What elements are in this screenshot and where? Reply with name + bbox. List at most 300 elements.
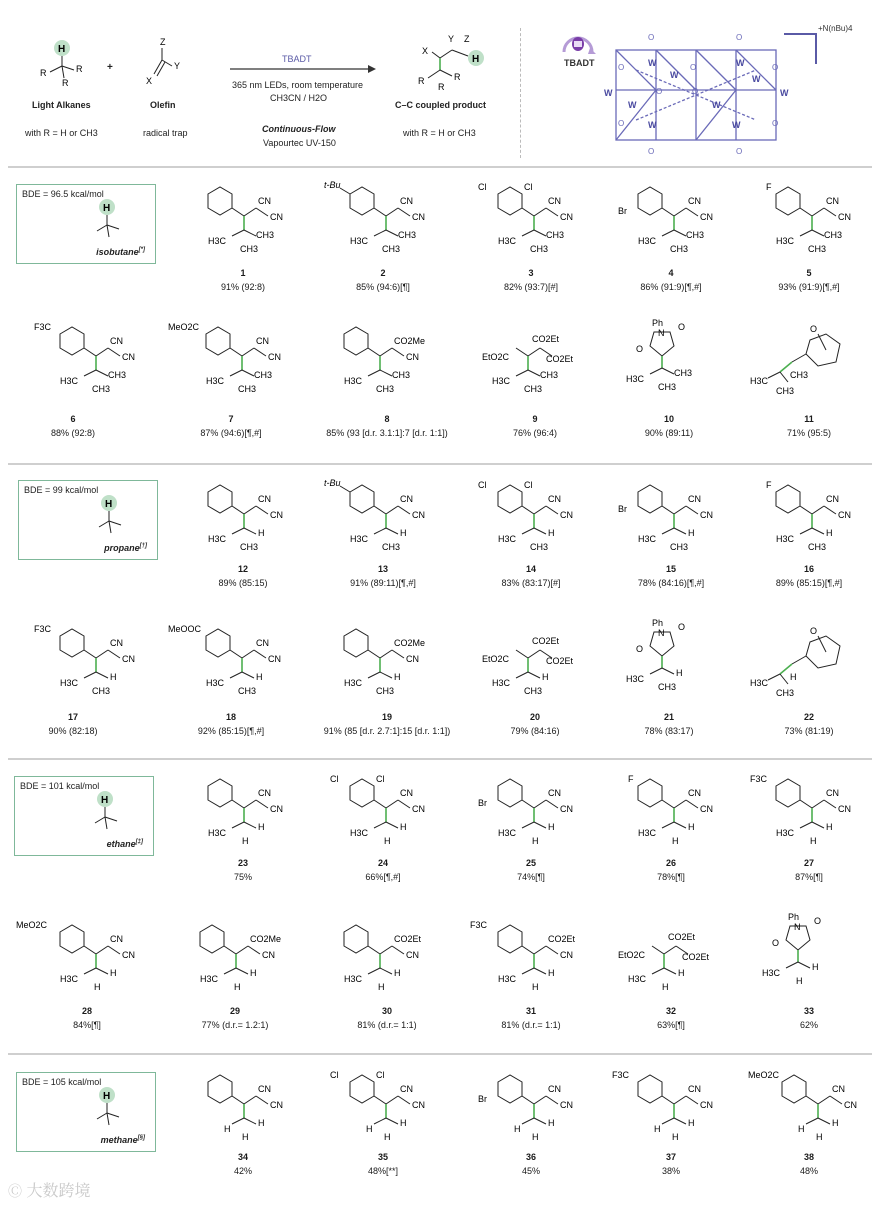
compound-31-yield: 81% (d.r.= 1:1) [501,1020,561,1030]
svg-text:N: N [794,922,801,932]
svg-text:F: F [766,182,772,192]
svg-text:CN: CN [412,1100,425,1110]
reaction-arrow [228,64,378,74]
svg-text:CH3: CH3 [376,686,395,696]
compound-5-number: 5 [806,268,812,278]
compound-27-yield: 87%[¶] [795,872,823,882]
alkane-name: methane[§] [100,1135,145,1145]
alkane-name: ethane[‡] [106,839,143,849]
svg-text:MeO2C: MeO2C [168,322,200,332]
compound-18-yield: 92% (85:15)[¶,#] [197,726,265,736]
svg-text:Z: Z [160,37,166,47]
svg-text:Z: Z [464,34,470,44]
compound-14-structure [468,478,598,558]
compound-9-yield: 76% (96:4) [512,428,558,438]
compound-29-structure [180,918,310,998]
svg-text:H: H [224,1124,231,1134]
compound-8-number: 8 [384,414,390,424]
svg-text:H3C: H3C [638,828,657,838]
svg-text:H: H [676,668,683,678]
svg-text:W: W [732,120,741,130]
compound-30-structure [324,918,454,998]
svg-text:O: O [656,87,663,96]
svg-text:CO2Et: CO2Et [532,636,560,646]
compound-21-yield: 78% (83:17) [644,726,694,736]
svg-text:CN: CN [256,336,269,346]
svg-text:H: H [826,822,833,832]
watermark-logo-icon: Ⓒ [8,1183,22,1199]
svg-text:W: W [648,120,657,130]
bde-value: BDE = 101 kcal/mol [20,781,100,791]
compound-22-yield: 73% (81:19) [784,726,834,736]
svg-text:H: H [105,499,113,510]
svg-text:CH3: CH3 [808,542,827,552]
svg-text:H3C: H3C [750,678,769,688]
svg-text:CN: CN [406,654,419,664]
svg-text:CN: CN [122,950,135,960]
compound-6-number: 6 [70,414,76,424]
svg-text:O: O [772,63,779,72]
svg-text:Cl: Cl [524,182,533,192]
compound-27-number: 27 [803,858,814,868]
compound-29-yield: 77% (d.r.= 1.2:1) [201,1020,269,1030]
svg-text:H3C: H3C [498,236,517,246]
svg-text:H3C: H3C [60,974,79,984]
svg-text:CH3: CH3 [790,370,809,380]
svg-text:EtO2C: EtO2C [618,950,646,960]
svg-text:F3C: F3C [750,774,768,784]
reactant2-note: radical trap [143,128,188,138]
svg-text:CN: CN [400,788,413,798]
compound-20-yield: 79% (84:16) [510,726,560,736]
svg-text:H: H [672,836,679,846]
compound-3-structure [468,180,598,260]
compound-38-structure [744,1068,874,1148]
svg-text:H: H [101,795,109,806]
compound-28-yield: 84%[¶] [73,1020,101,1030]
svg-text:CN: CN [110,336,123,346]
svg-text:CN: CN [838,510,851,520]
svg-text:H: H [258,822,265,832]
svg-text:CN: CN [406,352,419,362]
svg-text:CN: CN [548,196,561,206]
svg-text:O: O [678,322,686,332]
compound-34-yield: 42% [233,1166,252,1176]
svg-text:H3C: H3C [638,236,657,246]
svg-text:H: H [94,982,101,992]
svg-text:MeO2C: MeO2C [748,1070,780,1080]
compound-24-structure [320,772,450,852]
compound-14-number: 14 [525,564,536,574]
svg-text:Br: Br [618,206,627,216]
compound-19-structure [324,622,454,702]
compound-4-number: 4 [668,268,674,278]
svg-text:CH3: CH3 [240,244,259,254]
svg-text:Cl: Cl [478,182,487,192]
compound-22-structure [746,622,876,702]
compound-5-structure [746,180,876,260]
svg-text:CH3: CH3 [776,688,795,698]
compound-13-structure [320,478,450,558]
compound-22-number: 22 [803,712,814,722]
svg-text:CN: CN [548,1084,561,1094]
svg-text:CN: CN [258,1084,271,1094]
svg-text:H: H [400,528,407,538]
svg-text:CH3: CH3 [776,386,795,396]
svg-text:CO2Et: CO2Et [532,334,560,344]
compound-38-number: 38 [803,1152,814,1162]
svg-text:CN: CN [400,196,413,206]
svg-text:Cl: Cl [330,774,339,784]
bde-box-methane [16,1072,156,1152]
svg-text:CN: CN [688,196,701,206]
compound-17-structure [30,622,160,702]
compound-18-structure [168,622,298,702]
compound-36-number: 36 [525,1152,536,1162]
svg-text:H3C: H3C [776,236,795,246]
svg-text:CN: CN [560,950,573,960]
svg-text:O: O [690,63,697,72]
compound-19-number: 19 [381,712,392,722]
svg-text:EtO2C: EtO2C [482,352,510,362]
svg-text:CH3: CH3 [382,542,401,552]
watermark [8,1178,90,1201]
svg-text:CO2Me: CO2Me [394,638,426,648]
svg-text:H: H [366,1124,373,1134]
svg-text:H: H [826,528,833,538]
compound-32-number: 32 [665,1006,676,1016]
svg-text:H: H [384,1132,391,1142]
compound-31-structure [468,918,598,998]
svg-text:H3C: H3C [350,828,369,838]
svg-text:R: R [438,82,445,92]
compound-32-structure [618,918,748,998]
svg-text:CN: CN [700,510,713,520]
compound-16-structure [746,478,876,558]
alkane-name: isobutane[*] [96,247,145,257]
compound-3-number: 3 [528,268,534,278]
svg-text:H3C: H3C [750,376,769,386]
svg-text:CH3: CH3 [824,230,843,240]
svg-text:W: W [648,58,657,68]
svg-text:CH3: CH3 [524,384,543,394]
svg-text:H3C: H3C [344,974,363,984]
svg-text:H3C: H3C [208,828,227,838]
svg-text:O: O [692,87,699,96]
svg-text:CH3: CH3 [670,542,689,552]
product-structure [412,30,492,94]
compound-33-number: 33 [803,1006,814,1016]
svg-text:H: H [384,836,391,846]
svg-text:W: W [670,70,679,80]
compound-20-structure [482,622,612,702]
svg-text:CH3: CH3 [530,244,549,254]
compound-24-yield: 66%[¶,#] [365,872,401,882]
svg-text:H3C: H3C [776,534,795,544]
svg-text:CN: CN [548,788,561,798]
svg-text:H3C: H3C [344,376,363,386]
svg-text:O: O [810,626,818,636]
svg-text:H: H [103,1091,111,1102]
svg-text:H3C: H3C [626,674,645,684]
svg-text:Cl: Cl [524,480,533,490]
svg-text:H3C: H3C [206,376,225,386]
svg-text:CN: CN [258,788,271,798]
svg-text:CN: CN [262,950,275,960]
reactant1-label: Light Alkanes [32,100,91,110]
compound-37-yield: 38% [661,1166,680,1176]
svg-text:N: N [658,628,665,638]
svg-text:EtO2C: EtO2C [482,654,510,664]
svg-text:H: H [472,54,480,65]
svg-text:MeO2C: MeO2C [16,920,48,930]
bde-box-isobutane [16,184,156,264]
compound-4-structure [608,180,738,260]
svg-text:H3C: H3C [498,974,517,984]
svg-text:H: H [242,1132,249,1142]
flow-title: Continuous-Flow [262,124,336,134]
compound-35-number: 35 [377,1152,388,1162]
compound-20-number: 20 [529,712,540,722]
svg-text:CN: CN [688,788,701,798]
compound-28-number: 28 [81,1006,92,1016]
svg-text:CH3: CH3 [376,384,395,394]
bde-box-propane [18,480,158,560]
compound-30-yield: 81% (d.r.= 1:1) [357,1020,417,1030]
compound-33-yield: 62% [799,1020,818,1030]
svg-text:Br: Br [478,1094,487,1104]
svg-text:H: H [542,672,549,682]
svg-text:Cl: Cl [478,480,487,490]
svg-text:R: R [454,72,461,82]
compound-1-yield: 91% (92:8) [220,282,266,292]
svg-text:Cl: Cl [330,1070,339,1080]
compound-9-number: 9 [532,414,538,424]
svg-text:W: W [752,74,761,84]
compound-18-number: 18 [225,712,236,722]
svg-text:H: H [378,982,385,992]
svg-text:CH3: CH3 [254,370,273,380]
svg-text:Br: Br [618,504,627,514]
svg-text:H: H [548,822,555,832]
product-note: with R = H or CH3 [403,128,476,138]
svg-text:H: H [400,822,407,832]
svg-text:CH3: CH3 [108,370,127,380]
svg-text:CO2Et: CO2Et [546,656,574,666]
svg-text:H3C: H3C [762,968,781,978]
svg-text:H: H [110,968,117,978]
svg-text:CH3: CH3 [658,382,677,392]
compound-37-structure [608,1068,738,1148]
svg-text:CH3: CH3 [238,384,257,394]
svg-text:O: O [736,147,743,156]
svg-text:H3C: H3C [350,534,369,544]
svg-text:CH3: CH3 [546,230,565,240]
compound-32-yield: 63%[¶] [657,1020,685,1030]
svg-text:CN: CN [560,510,573,520]
svg-text:CN: CN [560,212,573,222]
svg-text:H3C: H3C [60,376,79,386]
svg-text:H: H [234,982,241,992]
svg-text:H: H [810,836,817,846]
svg-text:CO2Et: CO2Et [546,354,574,364]
svg-text:H3C: H3C [498,534,517,544]
isobutane-structure [77,195,137,245]
svg-text:Ph: Ph [788,912,800,922]
svg-text:W: W [736,58,745,68]
svg-text:H3C: H3C [206,678,225,688]
svg-text:X: X [146,76,153,86]
compound-21-number: 21 [663,712,674,722]
svg-text:CH3: CH3 [674,368,693,378]
compound-10-number: 10 [663,414,674,424]
svg-text:F: F [766,480,772,490]
svg-text:H: H [688,822,695,832]
compound-8-structure [324,320,454,400]
svg-text:Y: Y [448,34,455,44]
svg-text:CH3: CH3 [530,542,549,552]
compound-1-structure [180,180,310,260]
svg-text:CN: CN [122,352,135,362]
svg-text:H3C: H3C [208,236,227,246]
reactant2-label: Olefin [150,100,176,110]
svg-text:CN: CN [688,494,701,504]
svg-text:CN: CN [412,804,425,814]
svg-text:O: O [736,33,743,42]
alkane-name: propane[†] [104,543,147,553]
compound-35-structure [320,1068,450,1148]
svg-text:O: O [618,63,625,72]
svg-text:CN: CN [122,654,135,664]
compound-35-yield: 48%[**] [367,1166,399,1176]
svg-text:H: H [816,1132,823,1142]
svg-text:H: H [256,672,263,682]
svg-text:CO2Et: CO2Et [548,934,576,944]
tbadt-badge: TBADT [556,30,600,74]
svg-text:t-Bu: t-Bu [324,180,341,190]
svg-text:CN: CN [826,196,839,206]
svg-text:CO2Et: CO2Et [682,952,710,962]
olefin-structure [142,36,192,88]
svg-text:H: H [400,1118,407,1128]
compound-14-yield: 83% (83:17)[#] [501,578,561,588]
compound-26-structure [608,772,738,852]
svg-text:CN: CN [400,1084,413,1094]
svg-text:CN: CN [110,638,123,648]
svg-text:CH3: CH3 [524,686,543,696]
compound-33-structure [748,912,878,998]
compound-36-yield: 45% [521,1166,540,1176]
compound-2-structure [320,180,450,260]
compound-23-yield: 75% [233,872,252,882]
svg-text:H: H [514,1124,521,1134]
svg-text:W: W [780,88,789,98]
compound-7-number: 7 [228,414,234,424]
bde-value: BDE = 105 kcal/mol [22,1077,102,1087]
svg-text:H3C: H3C [200,974,219,984]
svg-text:CN: CN [844,1100,857,1110]
compound-15-yield: 78% (84:16)[¶,#] [637,578,705,588]
svg-text:CO2Et: CO2Et [394,934,422,944]
svg-text:H: H [832,1118,839,1128]
ethane-structure [75,787,135,837]
svg-text:CN: CN [826,788,839,798]
svg-text:CH3: CH3 [392,370,411,380]
svg-text:H: H [790,672,797,682]
svg-text:H3C: H3C [628,974,647,984]
svg-text:W: W [712,100,721,110]
svg-text:CH3: CH3 [658,682,677,692]
svg-text:CN: CN [700,804,713,814]
header-divider [520,28,521,158]
svg-text:H: H [798,1124,805,1134]
compound-15-structure [608,478,738,558]
compound-7-yield: 87% (94:6)[¶,#] [200,428,262,438]
svg-text:O: O [814,916,822,926]
svg-text:R: R [40,68,47,78]
svg-text:CH3: CH3 [398,230,417,240]
condition-1: 365 nm LEDs, room temperature [232,80,364,90]
svg-text:CN: CN [700,212,713,222]
svg-text:H: H [548,968,555,978]
svg-text:H3C: H3C [638,534,657,544]
compound-6-yield: 88% (92:8) [50,428,96,438]
svg-text:H: H [796,976,803,986]
svg-text:O: O [648,33,655,42]
compound-13-yield: 91% (89:11)[¶,#] [350,578,416,588]
svg-text:H: H [532,1132,539,1142]
svg-text:CN: CN [826,494,839,504]
svg-text:W: W [604,88,613,98]
svg-text:CN: CN [110,934,123,944]
svg-text:CO2Me: CO2Me [394,336,426,346]
svg-text:H3C: H3C [492,678,511,688]
svg-text:N: N [658,328,665,338]
compound-8-yield: 85% (93 [d.r. 3.1:1]:7 [d.r. 1:1]) [326,428,448,438]
svg-text:H: H [394,672,401,682]
svg-text:O: O [636,644,644,654]
catalyst-label: TBADT [282,54,312,64]
counterion-label: +N(nBu)4 [818,24,853,33]
compound-1-number: 1 [240,268,246,278]
svg-text:t-Bu: t-Bu [324,478,341,488]
compound-19-yield: 91% (85 [d.r. 2.7:1]:15 [d.r. 1:1]) [323,726,451,736]
svg-text:W: W [628,100,637,110]
compound-17-number: 17 [67,712,78,722]
svg-text:CO2Me: CO2Me [250,934,282,944]
compound-17-yield: 90% (82:18) [48,726,98,736]
compound-2-yield: 85% (94:6)[¶] [356,282,410,292]
svg-text:H: H [678,968,685,978]
compound-27-structure [746,772,876,852]
svg-text:CN: CN [412,212,425,222]
svg-text:Y: Y [174,61,181,71]
svg-text:CN: CN [256,638,269,648]
compound-16-yield: 89% (85:15)[¶,#] [775,578,843,588]
compound-16-number: 16 [803,564,814,574]
compound-23-structure [180,772,310,852]
svg-text:F3C: F3C [34,624,52,634]
svg-text:CH3: CH3 [238,686,257,696]
divider-header [8,166,872,168]
svg-text:Ph: Ph [652,318,664,328]
condition-2: CH3CN / H2O [270,93,328,103]
compound-6-structure [30,320,160,400]
svg-text:H: H [532,836,539,846]
svg-text:CH3: CH3 [92,384,111,394]
svg-text:O: O [678,622,686,632]
svg-text:H: H [242,836,249,846]
